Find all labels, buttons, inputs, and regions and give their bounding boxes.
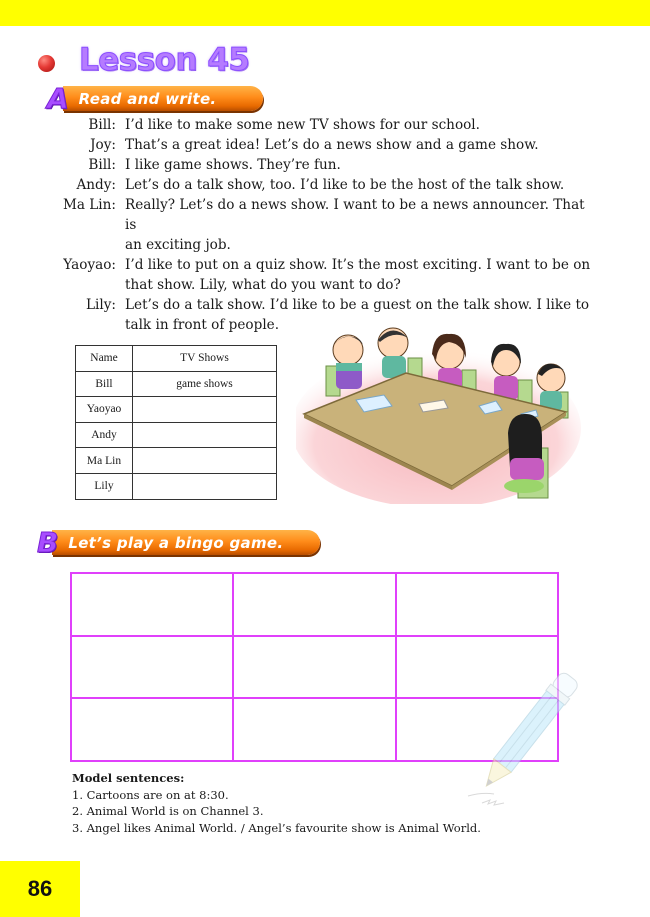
lesson-header	[38, 40, 249, 80]
top-yellow-band	[0, 0, 650, 26]
section-a-banner	[47, 82, 263, 115]
speaker: Joy:	[90, 137, 116, 153]
bingo-cell[interactable]	[233, 636, 395, 699]
table-row	[76, 473, 277, 499]
children-around-table-illustration	[296, 318, 584, 504]
table-cell-name: Lily	[76, 473, 133, 499]
table-header: Name	[76, 346, 133, 372]
section-b-title: Let’s play a bingo game.	[68, 533, 284, 552]
table-row	[76, 371, 277, 397]
dialogue-text: Really? Let’s do a news show. I want to be a news announcer. That is	[125, 197, 585, 233]
red-ball-icon	[38, 55, 55, 72]
dialogue-text: I’d like to put on a quiz show. It’s the most exciting. I want to be on	[125, 257, 591, 273]
table-cell-show[interactable]	[133, 397, 277, 423]
table-cell-show[interactable]	[133, 473, 277, 499]
page-number-box	[0, 861, 80, 917]
table-row	[76, 397, 277, 423]
bingo-cell[interactable]	[71, 698, 233, 761]
speaker: Bill:	[88, 117, 116, 133]
dialogue-line	[62, 155, 592, 175]
table-header-row	[76, 346, 277, 372]
bingo-cell[interactable]	[396, 698, 558, 761]
dialogue-text: talk in front of people.	[125, 317, 280, 333]
speaker: Ma Lin:	[62, 197, 116, 213]
table-cell-name: Ma Lin	[76, 448, 133, 474]
bingo-cell[interactable]	[71, 636, 233, 699]
dialogue	[62, 115, 592, 335]
table-cell-name: Bill	[76, 371, 133, 397]
bingo-cell[interactable]	[396, 573, 558, 636]
table-cell-show[interactable]	[133, 448, 277, 474]
dialogue-text: Let’s do a talk show, too. I’d like to be the host of the talk show.	[125, 177, 565, 193]
table-cell-name: Yaoyao	[76, 397, 133, 423]
dialogue-text: That’s a great idea! Let’s do a news show and a game show.	[125, 137, 539, 153]
model-sentences	[72, 770, 481, 836]
bingo-cell[interactable]	[233, 698, 395, 761]
dialogue-line	[62, 115, 592, 135]
model-sentence: 3. Angel likes Animal World. / Angel’s favourite show is Animal World.	[72, 820, 481, 835]
dialogue-line	[62, 175, 592, 195]
table-row	[76, 422, 277, 448]
dialogue-text: I like game shows. They’re fun.	[125, 157, 341, 173]
dialogue-text: I’d like to make some new TV shows for our school.	[125, 117, 480, 133]
table-cell-name: Andy	[76, 422, 133, 448]
bingo-cell[interactable]	[396, 636, 558, 699]
table-row	[76, 448, 277, 474]
lesson-title: Lesson 45	[79, 42, 250, 78]
bingo-cell[interactable]	[233, 573, 395, 636]
dialogue-line	[62, 255, 592, 295]
table-cell-show[interactable]	[133, 422, 277, 448]
section-a-title: Read and write.	[78, 89, 217, 108]
section-b-letter: B	[37, 526, 59, 559]
table-cell-show[interactable]: game shows	[133, 371, 277, 397]
section-a-letter: A	[47, 82, 69, 115]
bingo-cell[interactable]	[71, 573, 233, 636]
speaker: Yaoyao:	[63, 257, 116, 273]
speaker: Andy:	[76, 177, 116, 193]
section-a-pill	[63, 86, 263, 111]
dialogue-text: Let’s do a talk show. I’d like to be a guest on the talk show. I like to	[125, 297, 590, 313]
section-b-pill	[52, 530, 320, 555]
speaker: Bill:	[88, 157, 116, 173]
tv-shows-table	[75, 345, 277, 500]
speaker: Lily:	[86, 297, 116, 313]
dialogue-line	[62, 135, 592, 155]
section-b-banner	[37, 526, 320, 559]
dialogue-text: an exciting job.	[125, 237, 231, 253]
dialogue-text: that show. Lily, what do you want to do?	[125, 277, 401, 293]
bingo-grid	[70, 572, 559, 762]
model-sentence: 1. Cartoons are on at 8:30.	[72, 787, 229, 802]
model-sentences-title: Model sentences:	[72, 771, 185, 785]
dialogue-line	[62, 195, 592, 255]
page-number: 86	[27, 876, 53, 901]
table-header: TV Shows	[133, 346, 277, 372]
model-sentence: 2. Animal World is on Channel 3.	[72, 804, 264, 818]
